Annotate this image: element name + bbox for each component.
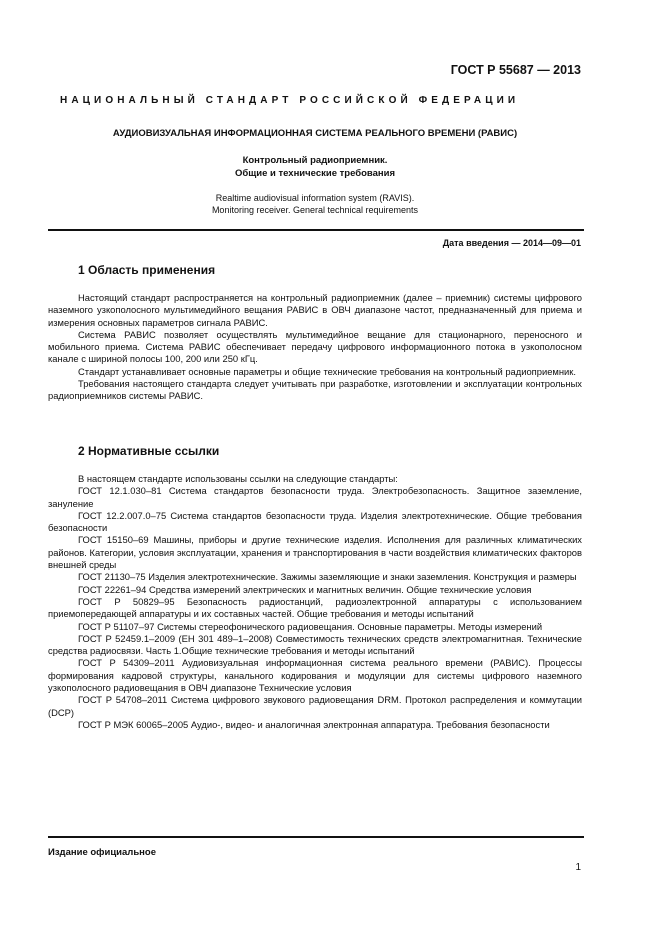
- paragraph: В настоящем стандарте использованы ссылки на следующие стандарты:: [78, 473, 398, 484]
- reference-item: ГОСТ 22261–94 Средства измерений электрических и магнитных величин. Общие технические условия: [78, 583, 532, 595]
- paragraph: Стандарт устанавливает основные параметры и общие технические требования на контрольный радиоприемник.: [78, 365, 576, 377]
- paragraph: Система РАВИС позволяет осуществлять мультимедийное вещание для стационарного, переносного и мобильного приема. Система РАВИС обеспечивает передачу цифрового информационного потока в узкополосном канале с шириной полосы 100, 200 или 250 кГц.: [48, 328, 582, 365]
- document-subtitle: [60, 154, 570, 180]
- english-title-line-1: Realtime audiovisual information system (RAVIS).: [215, 193, 415, 203]
- reference-item: ГОСТ 21130–75 Изделия электротехнические. Зажимы заземляющие и знаки заземления. Конструкция и размеры: [78, 571, 577, 583]
- reference-item: ГОСТ Р 51107–97 Системы стереофонического радиовещания. Основные параметры. Методы измерений: [78, 620, 543, 632]
- section-2-heading: 2 Нормативные ссылки: [78, 444, 220, 458]
- reference-item: ГОСТ 12.2.007.0–75 Система стандартов безопасности труда. Изделия электротехнические. Общие требования безопасности: [48, 509, 582, 534]
- section-1-body: [48, 292, 582, 403]
- reference-item: ГОСТ Р 50829–95 Безопасность радиостанций, радиоэлектронной аппаратуры с использованием приемопередающей аппаратуры и их составных частей. Общие требования и методы испытаний: [48, 595, 582, 620]
- standard-code: ГОСТ Р 55687 — 2013: [450, 63, 581, 77]
- top-divider: [48, 229, 584, 231]
- reference-item: ГОСТ Р 54708–2011 Система цифрового звукового радиовещания DRM. Протокол распределения и коммутации (DCP): [48, 694, 582, 718]
- reference-item: ГОСТ Р МЭК 60065–2005 Аудио-, видео- и аналогичная электронная аппаратура. Требования безопасности: [78, 718, 550, 730]
- paragraph: Настоящий стандарт распространяется на контрольный радиоприемник (далее – приемник) системы цифрового наземного узкополосного мультимедийного вещания РАВИС в ОВЧ диапазоне частот, предназначенный для приема и измерения основных параметров сигнала РАВИС.: [48, 292, 582, 328]
- page-number: 1: [575, 862, 581, 873]
- english-title-line-2: Monitoring receiver. General technical requirements: [211, 205, 419, 215]
- bottom-divider: [48, 836, 584, 838]
- section-1-heading: 1 Область применения: [78, 263, 216, 277]
- reference-item: ГОСТ 15150–69 Машины, приборы и другие технические изделия. Исполнения для различных климатических районов. Категории, условия эксплуатации, хранения и транспортирования в части воздействия климатических факторов внешней среды: [48, 534, 582, 571]
- national-standard-heading: НАЦИОНАЛЬНЫЙ СТАНДАРТ РОССИЙСКОЙ ФЕДЕРАЦИИ: [60, 95, 520, 106]
- reference-item: ГОСТ Р 52459.1–2009 (ЕН 301 489–1–2008) Совместимость технических средств электромагнитная. Технические средства радиосвязи. Часть 1.Общие технические требования и методы испытаний: [48, 632, 582, 657]
- section-2-body: [48, 473, 582, 731]
- document-title: АУДИОВИЗУАЛЬНАЯ ИНФОРМАЦИОННАЯ СИСТЕМА РЕАЛЬНОГО ВРЕМЕНИ (РАВИС): [112, 128, 518, 139]
- paragraph: Требования настоящего стандарта следует учитывать при разработке, изготовлении и эксплуатации контрольных радиоприемников системы РАВИС.: [48, 378, 582, 402]
- subtitle-line-1: Контрольный радиоприемник.: [242, 155, 388, 166]
- reference-item: ГОСТ 12.1.030–81 Система стандартов безопасности труда. Электробезопасность. Защитное заземление, зануление: [48, 485, 582, 509]
- subtitle-line-2: Общие и технические требования: [234, 168, 396, 179]
- english-title: [60, 192, 570, 216]
- reference-item: ГОСТ Р 54309–2011 Аудиовизуальная информационная система реального времени (РАВИС). Процессы формирования кадровой структуры, канального кодирования и модуляции для системы цифрового наземного узкополосного радиовещания в ОВЧ диапазоне Технические условия: [48, 657, 582, 694]
- effective-date: Дата введения — 2014—09—01: [442, 238, 581, 248]
- official-edition-label: Издание официальное: [48, 847, 156, 858]
